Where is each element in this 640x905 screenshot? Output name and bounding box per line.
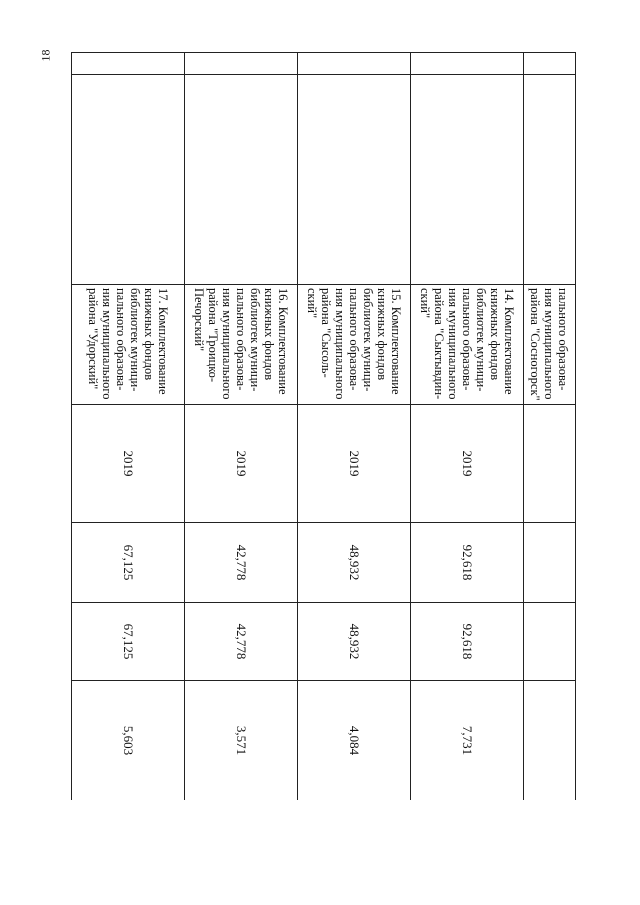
year-cell: 2019 — [185, 405, 298, 523]
value-total-cell: 67,125 — [72, 523, 185, 603]
data-table — [71, 52, 576, 800]
table-row — [524, 53, 576, 801]
value-federal-cell: 92,618 — [411, 603, 524, 681]
value-total-cell — [524, 523, 576, 603]
value-regional-cell — [524, 681, 576, 801]
index-cell — [185, 53, 298, 75]
document-sheet — [68, 52, 576, 800]
table-row — [185, 53, 298, 801]
value-federal-cell — [524, 603, 576, 681]
value-regional-cell: 3,571 — [185, 681, 298, 801]
spacer-cell — [72, 75, 185, 285]
measure-name-cell: пального образова- ния муниципального района "Сосногорск" — [524, 285, 576, 405]
year-cell — [524, 405, 576, 523]
measure-name-cell: 17. Комплектование книжных фондов библиотек муници- пального образова- ния муниципального района "Удорский" — [72, 285, 185, 405]
value-total-cell: 48,932 — [298, 523, 411, 603]
measure-name-cell: 14. Комплектование книжных фондов библиотек муници- пального образова- ния муниципального района "Сыктывдин- ский" — [411, 285, 524, 405]
year-cell: 2019 — [72, 405, 185, 523]
table-row — [298, 53, 411, 801]
value-total-cell: 92,618 — [411, 523, 524, 603]
value-federal-cell: 67,125 — [72, 603, 185, 681]
year-cell: 2019 — [411, 405, 524, 523]
table-row — [72, 53, 185, 801]
index-cell — [411, 53, 524, 75]
page-number: 18 — [38, 49, 53, 62]
measure-name-cell: 16. Комплектование книжных фондов библиотек муници- пального образова- ния муниципального района "Троицко- Печорский" — [185, 285, 298, 405]
year-cell: 2019 — [298, 405, 411, 523]
index-cell — [524, 53, 576, 75]
index-cell — [72, 53, 185, 75]
value-regional-cell: 5,603 — [72, 681, 185, 801]
value-federal-cell: 42,778 — [185, 603, 298, 681]
value-total-cell: 42,778 — [185, 523, 298, 603]
spacer-cell — [185, 75, 298, 285]
table-row — [411, 53, 524, 801]
value-regional-cell: 7,731 — [411, 681, 524, 801]
spacer-cell — [298, 75, 411, 285]
spacer-cell — [524, 75, 576, 285]
value-regional-cell: 4,084 — [298, 681, 411, 801]
rotated-table-container — [68, 52, 576, 800]
value-federal-cell: 48,932 — [298, 603, 411, 681]
spacer-cell — [411, 75, 524, 285]
measure-name-cell: 15. Комплектование книжных фондов библиотек муници- пального образова- ния муниципального района "Сысоль- ский" — [298, 285, 411, 405]
index-cell — [298, 53, 411, 75]
